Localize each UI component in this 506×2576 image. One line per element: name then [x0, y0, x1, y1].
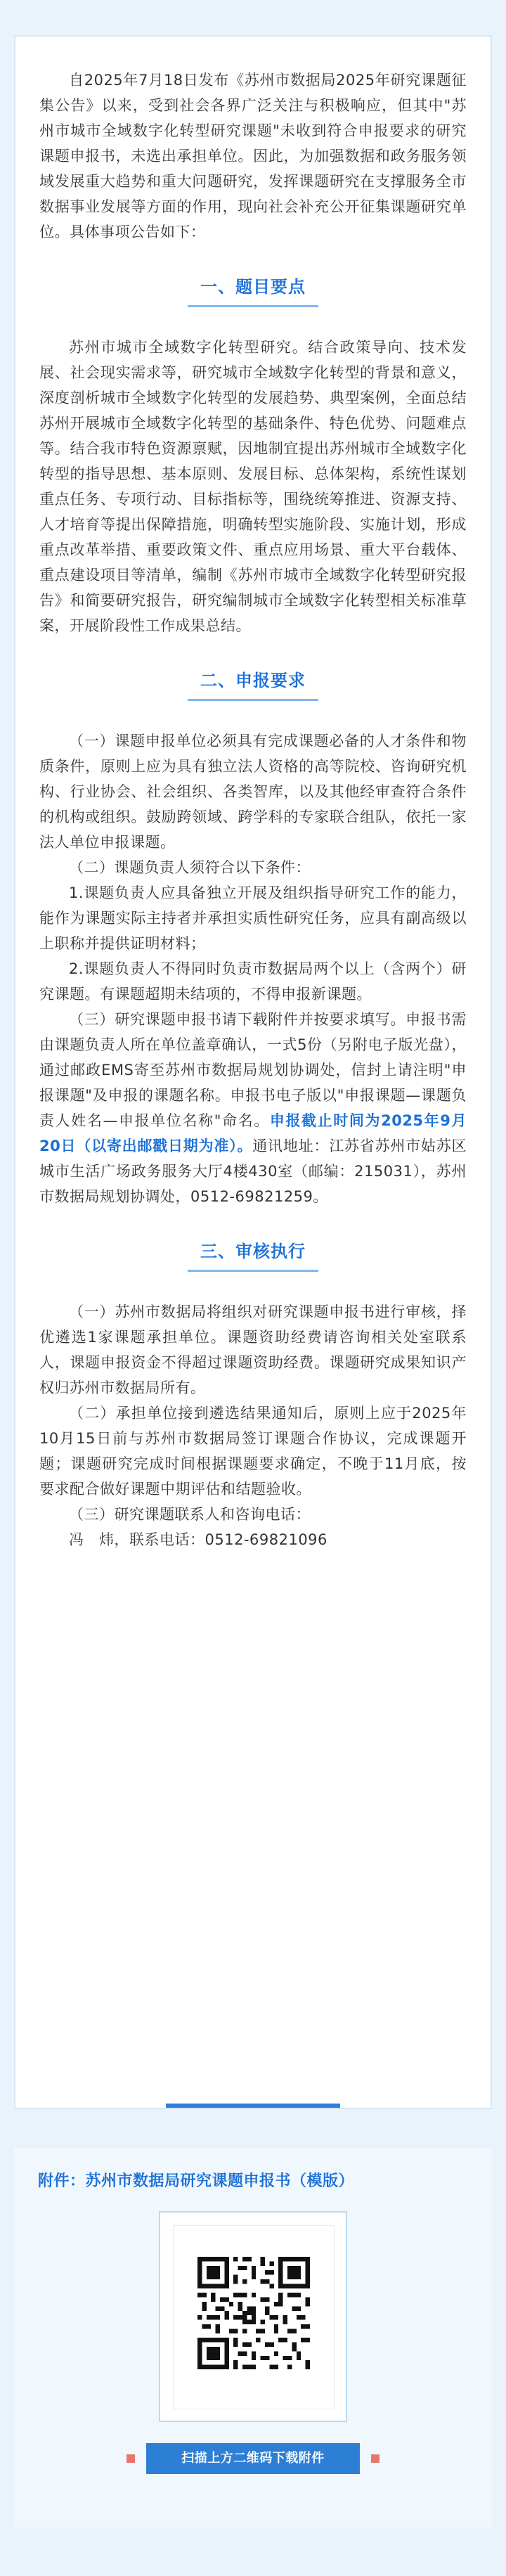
section-2-p5-text: （三）研究课题申报书请下载附件并按要求填写。申报书需由课题负责人所在单位盖章确认，一式5份（另附电子版光盘），通过邮政EMS寄至苏州市数据局规划协调处，信封上请注明"申报课题"及申报的课题名称。申报书电子版以"申报课题—课题负责人姓名—申报单位名称"命名。 — [39, 1011, 467, 1129]
section-underline-3 — [188, 1270, 318, 1272]
section-title-1: 一、题目要点 — [200, 277, 306, 297]
section-heading-1 — [39, 274, 467, 308]
section-3-paragraph-2: （二）承担单位接到遴选结果通知后，原则上应于2025年10月15日前与苏州市数据局签订课题合作协议，完成课题开题；课题研究完成时间根据课题要求确定，不晚于11月底，按要求配合做好课题中期评估和结题验收。 — [39, 1405, 467, 1498]
scan-download-button[interactable]: 扫描上方二维码下载附件 — [146, 2443, 360, 2474]
qr-code-icon[interactable] — [197, 2257, 310, 2369]
attachment-panel — [14, 2148, 492, 2527]
section-3-paragraph-1: （一）苏州市数据局将组织对研究课题申报书进行审核，择优遴选1家课题承担单位。课题资助经费请咨询相关处室联系人，课题申报资金不得超过课题资助经费。课题研究成果知识产权归苏州市数据局所有。 — [39, 1303, 467, 1396]
button-left-marker — [126, 2454, 135, 2463]
section-2-p5-address: 通讯地址：江苏省苏州市姑苏区城市生活广场政务服务大厅4楼430室（邮编：215031），苏州市数据局规划协调处，0512-69821259。 — [39, 1138, 467, 1205]
section-underline-2 — [188, 699, 318, 701]
qr-inner — [173, 2225, 335, 2409]
button-right-marker — [371, 2454, 379, 2463]
section-title-2: 二、申报要求 — [200, 671, 306, 690]
section-2-paragraph-1: （一）课题申报单位必须具有完成课题必备的人才条件和物质条件，原则上应为具有独立法人资格的高等院校、咨询研究机构、行业协会、社会组织、各类智库，以及其他经审查符合条件的机构或组织。鼓励跨领域、跨学科的专家联合组队，依托一家法人单位申报课题。 — [39, 733, 467, 851]
section-2-paragraph-2: （二）课题负责人须符合以下条件： — [69, 859, 311, 876]
section-heading-3 — [39, 1239, 467, 1273]
section-heading-2 — [39, 668, 467, 702]
deadline-highlight: 申报截止时间为2025年9月20日（以寄出邮戳日期为准）。 — [39, 1112, 467, 1154]
contact-line: 冯 炜，联系电话：0512-69821096 — [69, 1531, 327, 1548]
section-3-paragraph-3: （三）研究课题联系人和咨询电话： — [69, 1506, 311, 1523]
section-1-body: 苏州市城市全域数字化转型研究。结合政策导向、技术发展、社会现实需求等，研究城市全域数字化转型的背景和意义，深度剖析城市全域数字化转型的发展趋势、典型案例，全面总结苏州开展城市全域数字化转型的基础条件、特色优势、问题难点等。结合我市特色资源禀赋，因地制宜提出苏州城市全域数字化转型的指导思想、基本原则、发展目标、总体架构，系统性谋划重点任务、专项行动、目标指标等，围绕统筹推进、资源支持、人才培育等提出保障措施，明确转型实施阶段、实施计划，形成重点改革举措、重要政策文件、重点应用场景、重大平台载体、重点建设项目等清单，编制《苏州市城市全域数字化转型研究报告》和简要研究报告，研究编制城市全域数字化转型相关标准草案，开展阶段性工作成果总结。 — [39, 339, 467, 634]
attachment-title[interactable]: 附件：苏州市数据局研究课题申报书（模版） — [38, 2172, 355, 2190]
section-2-paragraph-3: 1.课题负责人应具备独立开展及组织指导研究工作的能力，能作为课题实际主持者并承担实质性研究任务，应具有副高级以上职称并提供证明材料； — [39, 884, 467, 952]
article-card — [14, 35, 492, 2109]
intro-paragraph: 自2025年7月18日发布《苏州市数据局2025年研究课题征集公告》以来，受到社会各界广泛关注与积极响应，但其中"苏州市城市全域数字化转型研究课题"未收到符合申报要求的研究课题申报书，未选出承担单位。因此，为加强数据和政务服务领域发展重大趋势和重大问题研究，发挥课题研究在支撑服务全市数据事业发展等方面的作用，现向社会补充公开征集课题研究单位。具体事项公告如下： — [39, 72, 467, 240]
qr-frame — [159, 2211, 347, 2422]
section-title-3: 三、审核执行 — [200, 1242, 306, 1261]
section-2-paragraph-4: 2.课题负责人不得同时负责市数据局两个以上（含两个）研究课题。有课题超期未结项的，不得申报新课题。 — [39, 960, 467, 1003]
section-underline-1 — [188, 305, 318, 307]
bottom-divider — [166, 2104, 340, 2108]
section-2-paragraph-5 — [39, 1007, 467, 1209]
